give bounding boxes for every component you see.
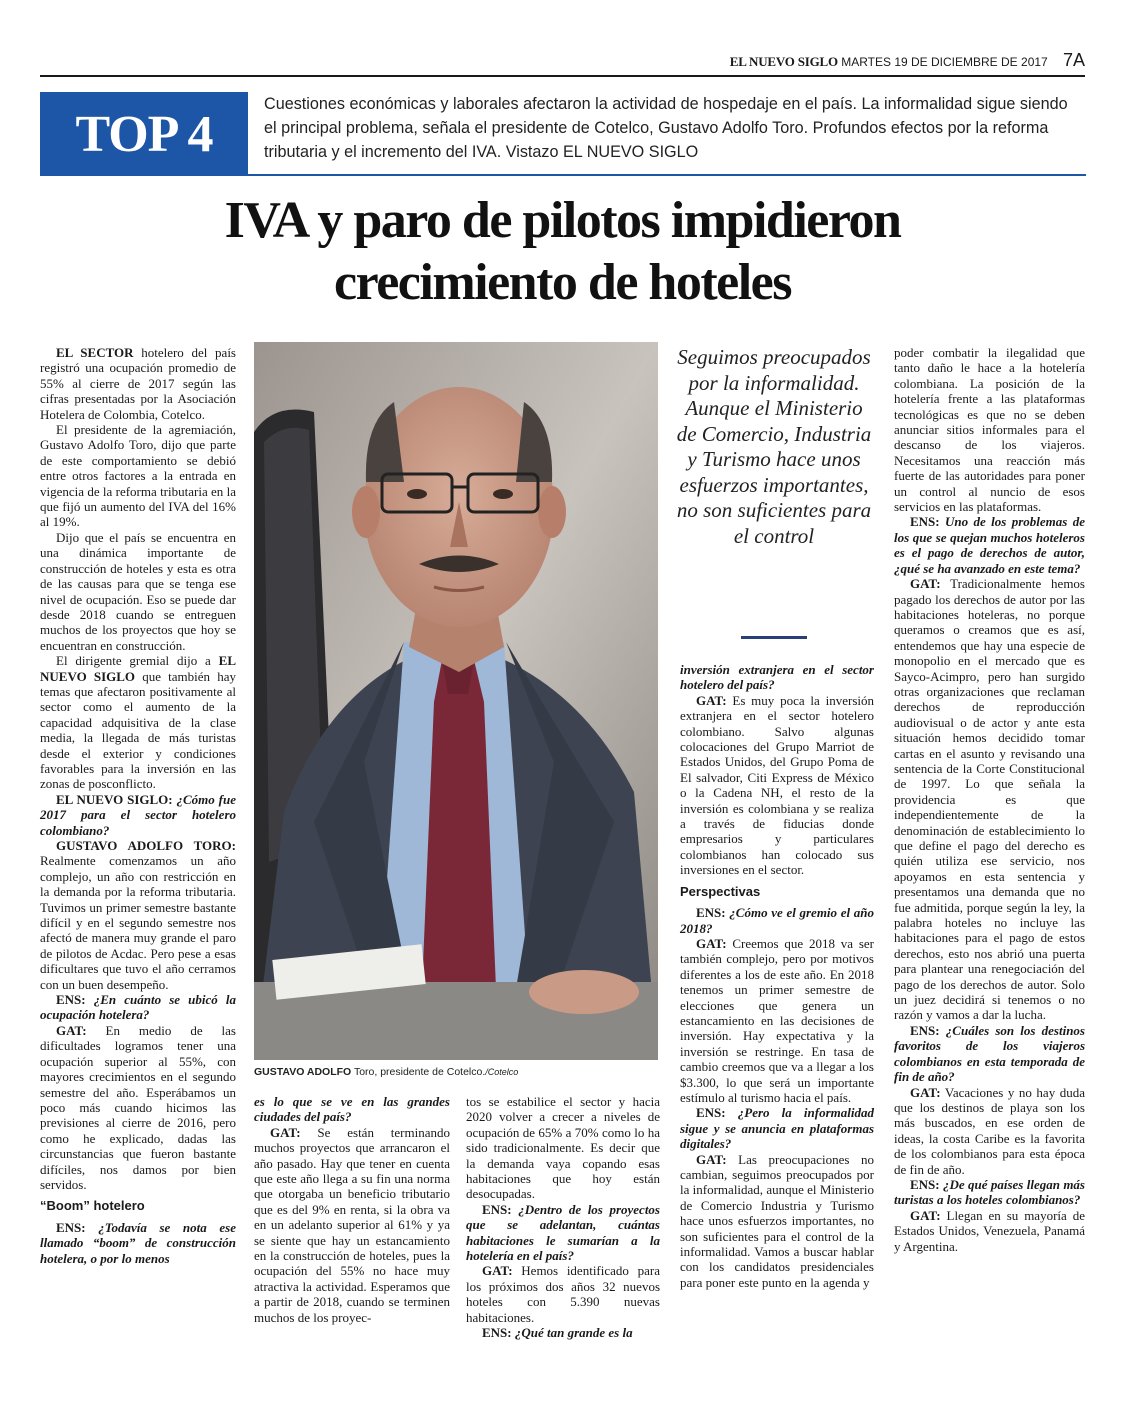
header-rule bbox=[40, 75, 1085, 77]
question: ¿Cómo ve el gremio el año 2018? bbox=[680, 905, 874, 936]
question: ¿Cómo fue 2017 para el sector hotelero colombiano? bbox=[40, 791, 236, 838]
subheading: Perspectivas bbox=[680, 883, 761, 899]
page-header bbox=[730, 50, 1085, 71]
question-lead: ENS: bbox=[56, 1219, 86, 1235]
answer-lead: GAT: bbox=[910, 576, 941, 592]
article-column-3 bbox=[466, 1094, 660, 1341]
answer-lead: GAT: bbox=[696, 1151, 727, 1167]
article-column-1 bbox=[40, 345, 236, 1266]
article-column-2 bbox=[254, 1094, 450, 1325]
question-lead: ENS: bbox=[482, 1201, 512, 1217]
paragraph: El presidente de la agremiación, Gustavo Adolfo Toro, dijo que parte de este comportamiento se debió entre otros factores a la entrada en vigencia de la reforma tributaria en la que fijó un aumento del IVA del 16% al 19%. bbox=[40, 422, 236, 530]
question: ¿Qué tan grande es la bbox=[511, 1325, 633, 1341]
question-lead: ENS: bbox=[56, 992, 86, 1008]
answer: Tradicionalmente hemos pagado los derechos de autor por las habitaciones hoteleras, no porque queramos o creamos que es así, entendemos que hay una especie de monopolio en el mercado que es Sayco-Acimpro, pero han surgido otras organizaciones que reclaman derechos de reproducción audiovisual o de actor y ante esta situación hemos decidido tomar cartas en el asunto y revisando una sentencia de la Corte Constitucional de 1997. Lo que señala la providencia es que independientemente de la denominación de establecimiento lo que define el pago del derecho es quién utiliza ese servicio, nos apoyamos en esta sentencia y presentamos una demanda que no fue admitida, porque según la ley, la palabra hoteles no incluye las habitaciones para el pago de estos derechos, esto nos abrió una puerta para plantear una renegociación del pago de los derechos de autor. Solo un juez decidirá si tenemos o no razón y vamos a dar la lucha. bbox=[894, 576, 1085, 1023]
question: Uno de los problemas de los que se quejan muchos hoteleros es el pago de derechos de autor, ¿qué se ha avanzado en este tema? bbox=[894, 514, 1085, 576]
paper-mention: EL NUEVO SIGLO bbox=[40, 653, 236, 684]
question-lead: ENS: bbox=[696, 905, 726, 921]
article-column-4 bbox=[680, 662, 874, 1290]
caption-text: Toro, presidente de Cotelco. bbox=[351, 1066, 486, 1078]
answer-lead: GAT: bbox=[910, 1084, 941, 1100]
question-lead: ENS: bbox=[910, 514, 940, 530]
answer: Las preocupaciones no cambian, seguimos preocupados por la informalidad, aunque el Ministerio de Comercio Industria y Turismo hace unos esfuerzos importantes, no son suficientes para el control de la informalidad. Vamos a buscar hablar con los candidatos presidenciales para poner este punto en la agenda y bbox=[680, 1151, 874, 1290]
question: ¿En cuánto se ubicó la ocupación hotelera? bbox=[40, 992, 236, 1023]
headline-line-2: crecimiento de hoteles bbox=[334, 254, 791, 311]
paragraph: que también hay temas que afectaron positivamente al sector como el aumento de la capacidad adquisitiva de la clase media, la llegada de más turistas desde el exterior y condiciones favorables para la inversión en las zonas de posconflicto. bbox=[40, 668, 236, 792]
answer: Se están terminando muchos proyectos que arrancaron el año pasado. Hay que tener en cuenta que este año llega a su fin una norma que otorgaba un beneficio tributario que es del 9% en renta, si la obra va en un adelanto superior al 61% y ya se siente que hay un estancamiento en la construcción de hoteles, pues la ocupación del 55% no hace muy atractiva la actividad. Esperamos que a partir de 2018, cuando se terminen muchos de los proyec- bbox=[254, 1124, 450, 1325]
headline-line-1: IVA y paro de pilotos impidieron bbox=[224, 192, 901, 249]
pull-quote-rule bbox=[741, 636, 807, 639]
question-lead: ENS: bbox=[482, 1325, 512, 1341]
answer: tos se estabilice el sector y hacia 2020 volver a crecer a niveles de ocupación de 65% a 70% como lo ha sido tradicionalmente. Es decir que la demanda vaya copando esas habitaciones que hoy están desocupadas. bbox=[466, 1094, 660, 1202]
answer: Hemos identificado para los próximos dos años 32 nuevos hoteles con 5.390 nuevas habitaciones. bbox=[466, 1263, 660, 1325]
answer-lead: GAT: bbox=[910, 1207, 941, 1223]
question-lead: ENS: bbox=[910, 1176, 940, 1192]
portrait-photo bbox=[254, 342, 658, 1060]
answer: Llegan en su mayoría de Estados Unidos, Venezuela, Panamá y Argentina. bbox=[894, 1207, 1085, 1254]
lead-in: EL SECTOR bbox=[56, 345, 134, 360]
answer: En medio de las dificultades logramos tener una ocupación superior al 55%, con mayores crecimientos en el segundo semestre del año. Esperábamos un poco más cuando hicimos las previsiones al cierre de 2016, pero como he explicado, dadas las circunstancias que fueron bastante difíciles, nos damos por bien servidos. bbox=[40, 1022, 236, 1192]
portrait-illustration bbox=[254, 342, 658, 1060]
question: ¿Pero la informalidad sigue y se anuncia en plataformas digitales? bbox=[680, 1105, 874, 1152]
answer-lead: GAT: bbox=[56, 1022, 87, 1038]
answer: Realmente comenzamos un año complejo, un año con restricción en la demanda por la reforma tributaria. Tuvimos un primer semestre bastante difícil y en el segundo semestre nos afectó de manera muy grande el paro de pilotos de Acdac. Pero pese a esas dificultares que tuvo el año cerramos con un buen desempeño. bbox=[40, 853, 236, 992]
top4-rule bbox=[248, 174, 1086, 176]
answer-lead: GAT: bbox=[696, 935, 727, 951]
answer-lead: GUSTAVO ADOLFO TORO: bbox=[56, 838, 236, 853]
photo-caption bbox=[254, 1066, 658, 1078]
answer-lead: GAT: bbox=[696, 692, 727, 708]
paragraph: El dirigente gremial dijo a bbox=[56, 653, 219, 669]
article-headline bbox=[40, 190, 1085, 314]
answer: Vacaciones y no hay duda que los destinos de playa son los más buscados, en ese orden de ideas, la costa Caribe es la favorita de los colombianos para esta época de fin de año. bbox=[894, 1084, 1085, 1177]
paragraph: Dijo que el país se encuentra en una dinámica importante de construcción de hoteles y esta es otra de las causas para que se tenga ese nivel de ocupación. Eso se puede dar desde 2018 cuando se entreguen muchos de los proyectos que hoy se encuentran en construcción. bbox=[40, 529, 236, 653]
top4-summary: Cuestiones económicas y laborales afectaron la actividad de hospedaje en el país. La informalidad sigue siendo el principal problema, señala el presidente de Cotelco, Gustavo Adolfo Toro. Profundos efectos por la reforma tributaria y el incremento del IVA. Vistazo EL NUEVO SIGLO bbox=[264, 95, 1068, 161]
question: ¿De qué países llegan más turistas a los hoteles colombianos? bbox=[894, 1176, 1085, 1208]
question: es lo que se ve en las grandes ciudades del país? bbox=[254, 1094, 450, 1125]
issue-date: MARTES 19 DE DICIEMBRE DE 2017 bbox=[841, 55, 1048, 69]
answer: poder combatir la ilegalidad que tanto daño le hace a la hotelería colombiana. La posición de la hotelería frente a las plataformas tecnológicas es que no se deben anunciar sitios informales para el descanso de los viajeros. Necesitamos una reacción más fuerte de las autoridades para poner un control al nuncio de esos servicios en las plataformas. bbox=[894, 345, 1085, 515]
page-number: 7A bbox=[1062, 50, 1085, 70]
subheading: “Boom” hotelero bbox=[40, 1198, 145, 1214]
question: ¿Dentro de los proyectos que se adelantan, cuántas habitaciones le sumarían a la hotelería en el país? bbox=[466, 1201, 660, 1264]
answer: Es muy poca la inversión extranjera en el sector hotelero colombiano. Salvo algunas colocaciones del Grupo Marriot de Estados Unidos, del Grupo Poma de El salvador, Citi Express de México o la Cadena NH, el resto de la inversión es colombiana y se realiza a través de fiducias donde empresarios y particulares colombianos han colocado sus inversiones en el sector. bbox=[680, 692, 874, 878]
question: inversión extranjera en el sector hotelero del país? bbox=[680, 662, 874, 693]
answer: Creemos que 2018 va ser también complejo, pero por motivos diferentes a los de este año. En 2018 tenemos un primer semestre de elecciones que genera un estancamiento en las decisiones de inversión. Hay expectativa y la inversión se restringe. En tasa de cambio creemos que va a llegar a los $3.300, lo que será un importante estímulo al turismo hacia el país. bbox=[680, 935, 874, 1105]
photo-credit: /Cotelco bbox=[485, 1067, 519, 1077]
question: ¿Cuáles son los destinos favoritos de los viajeros colombianos en esta temporada de fin de año? bbox=[894, 1022, 1085, 1085]
question: ¿Todavía se nota ese llamado “boom” de construcción hotelera, o por lo menos bbox=[40, 1219, 236, 1266]
question-lead: EL NUEVO SIGLO: bbox=[56, 791, 173, 807]
answer-lead: GAT: bbox=[270, 1124, 301, 1140]
answer-lead: GAT: bbox=[482, 1263, 513, 1279]
paragraph: hotelero del país registró una ocupación promedio de 55% al cierre de 2017 según las cifras presentadas por la Asociación Hotelera de Colombia, Cotelco. bbox=[40, 345, 236, 422]
question-lead: ENS: bbox=[696, 1105, 726, 1121]
top4-badge: TOP 4 bbox=[40, 92, 248, 176]
caption-name: GUSTAVO ADOLFO bbox=[254, 1066, 352, 1078]
pull-quote: Seguimos preocupados por la informalidad. Aunque el Ministerio de Comercio, Industria y Turismo hace unos esfuerzos importantes, no son suficientes para el control bbox=[676, 345, 872, 548]
newspaper-name: EL NUEVO SIGLO bbox=[729, 54, 838, 69]
article-column-5 bbox=[894, 345, 1085, 1254]
question-lead: ENS: bbox=[910, 1022, 940, 1038]
